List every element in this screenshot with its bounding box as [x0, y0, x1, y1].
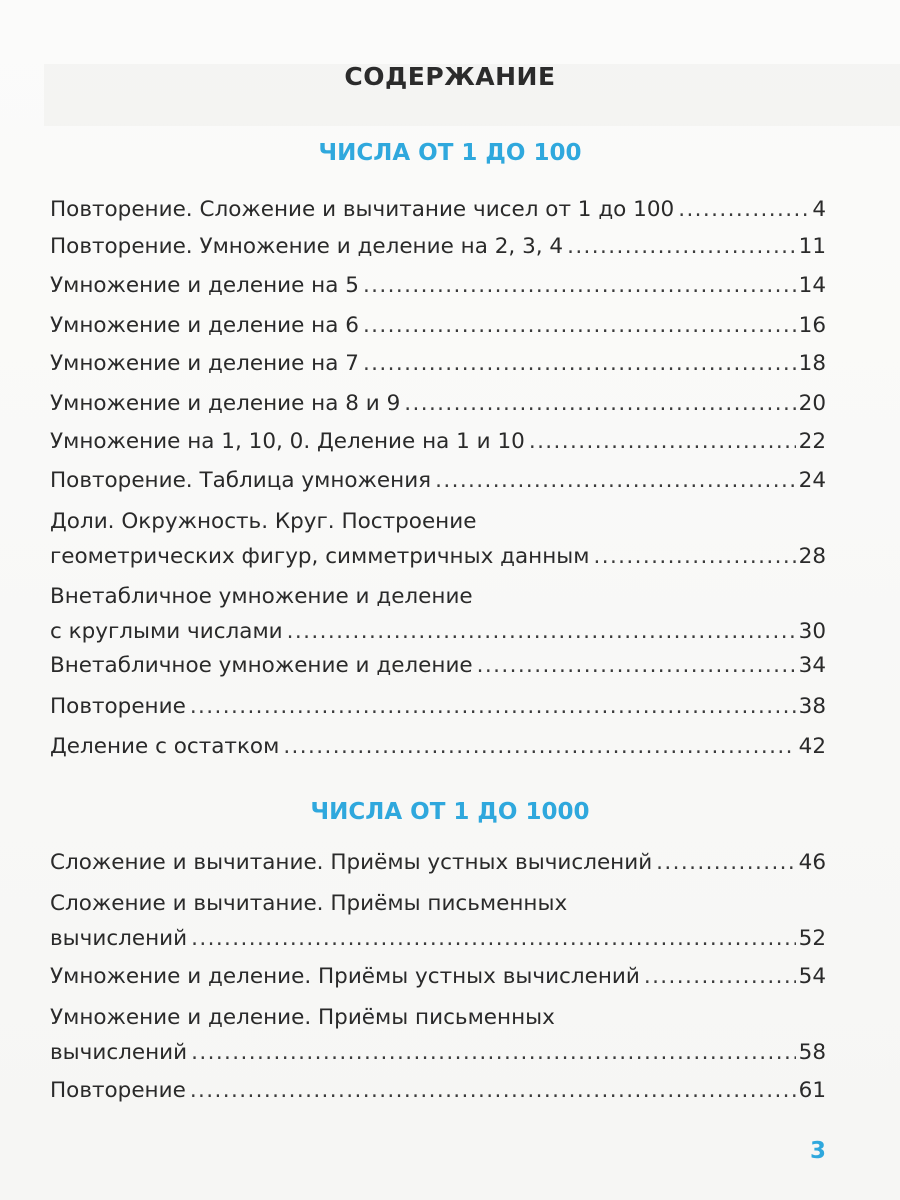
- toc-page-number: 18: [798, 351, 826, 376]
- toc-entry: [50, 350, 826, 378]
- toc-entry: [50, 467, 826, 495]
- dot-leader: [191, 925, 796, 953]
- toc-page-number: 58: [798, 1040, 826, 1065]
- page-title: СОДЕРЖАНИЕ: [344, 62, 556, 91]
- toc-entry-title: Внетабличное умножение и деление: [50, 653, 473, 678]
- toc-page-number: 54: [798, 964, 826, 989]
- dot-leader: [191, 1039, 796, 1067]
- toc-entry-title: Деление с остатком: [50, 734, 280, 759]
- toc-entry-title: Повторение: [50, 1078, 186, 1103]
- toc-page-number: 30: [798, 619, 826, 644]
- toc-page-number: 42: [798, 734, 826, 759]
- dot-leader: [435, 467, 796, 495]
- toc-page-number: 46: [798, 850, 826, 875]
- toc-line: [50, 543, 826, 571]
- toc-entry-title-continued: геометрических фигур, симметричных данным: [50, 544, 590, 569]
- toc-line: [50, 925, 826, 953]
- dot-leader: [678, 196, 809, 224]
- toc-line: [50, 618, 826, 646]
- toc-entry: [50, 312, 826, 340]
- toc-page-number: 22: [798, 429, 826, 454]
- toc-entry: [50, 1004, 826, 1067]
- toc-line: [50, 272, 826, 300]
- toc-line: [50, 350, 826, 378]
- toc-line: [50, 1077, 826, 1105]
- toc-line: [50, 849, 826, 877]
- page-number: 3: [810, 1138, 827, 1164]
- toc-line: [50, 467, 826, 495]
- toc-line: [50, 508, 826, 536]
- toc-entry-title: Повторение. Умножение и деление на 2, 3, 4: [50, 234, 564, 259]
- toc-entry: [50, 963, 826, 991]
- toc-entry-title-continued: вычислений: [50, 926, 188, 951]
- toc-line: [50, 233, 826, 261]
- toc-entry: [50, 890, 826, 953]
- dot-leader: [404, 390, 795, 418]
- dot-leader: [363, 272, 796, 300]
- toc-entry-title: Сложение и вычитание. Приёмы письменных: [50, 891, 568, 916]
- toc-page-number: 34: [798, 653, 826, 678]
- toc-entry: [50, 1077, 826, 1105]
- toc-line: [50, 583, 826, 611]
- toc-entry-title: Повторение: [50, 694, 186, 719]
- toc-entry: [50, 693, 826, 721]
- toc-entry: [50, 583, 826, 646]
- dot-leader: [283, 733, 795, 761]
- toc-page-number: 16: [798, 313, 826, 338]
- toc-entry-title: Доли. Окружность. Круг. Построение: [50, 509, 477, 534]
- toc-line: [50, 196, 826, 224]
- toc-line: [50, 693, 826, 721]
- toc-entry-title-continued: с круглыми числами: [50, 619, 283, 644]
- toc-line: [50, 1039, 826, 1067]
- dot-leader: [593, 543, 795, 571]
- toc-line: [50, 390, 826, 418]
- dot-leader: [363, 350, 796, 378]
- dot-leader: [190, 693, 796, 721]
- toc-page-number: 20: [798, 391, 826, 416]
- dot-leader: [477, 652, 796, 680]
- toc-entry: [50, 508, 826, 571]
- toc-entry-title: Умножение и деление на 8 и 9: [50, 391, 401, 416]
- toc-entry: [50, 733, 826, 761]
- toc-page-number: 4: [812, 197, 826, 222]
- toc-line: [50, 890, 826, 918]
- toc-page-number: 28: [798, 544, 826, 569]
- toc-entry: [50, 196, 826, 224]
- toc-line: [50, 652, 826, 680]
- toc-entry-title: Умножение и деление на 5: [50, 273, 359, 298]
- dot-leader: [529, 428, 796, 456]
- toc-line: [50, 963, 826, 991]
- toc-entry: [50, 849, 826, 877]
- toc-entry-title: Умножение на 1, 10, 0. Деление на 1 и 10: [50, 429, 525, 454]
- toc-page-number: 52: [798, 926, 826, 951]
- toc-entry-title: Умножение и деление на 7: [50, 351, 359, 376]
- toc-entry: [50, 428, 826, 456]
- dot-leader: [644, 963, 796, 991]
- toc-page-number: 14: [798, 273, 826, 298]
- toc-entry-title: Повторение. Таблица умножения: [50, 468, 432, 493]
- dot-leader: [287, 618, 796, 646]
- toc-entry: [50, 652, 826, 680]
- section-heading: ЧИСЛА ОТ 1 ДО 100: [318, 140, 582, 166]
- toc-entry-title: Умножение и деление. Приёмы письменных: [50, 1005, 555, 1030]
- toc-entry-title: Умножение и деление на 6: [50, 313, 359, 338]
- section-heading: ЧИСЛА ОТ 1 ДО 1000: [310, 799, 590, 825]
- dot-leader: [656, 849, 795, 877]
- toc-line: [50, 312, 826, 340]
- dot-leader: [363, 312, 796, 340]
- toc-entry: [50, 272, 826, 300]
- toc-page-number: 38: [798, 694, 826, 719]
- toc-entry-title: Умножение и деление. Приёмы устных вычислений: [50, 964, 640, 989]
- toc-page-number: 24: [798, 468, 826, 493]
- toc-entry-title: Сложение и вычитание. Приёмы устных вычислений: [50, 850, 653, 875]
- toc-entry-title-continued: вычислений: [50, 1040, 188, 1065]
- toc-line: [50, 733, 826, 761]
- dot-leader: [567, 233, 796, 261]
- toc-entry-title: Внетабличное умножение и деление: [50, 584, 473, 609]
- toc-page-number: 61: [798, 1078, 826, 1103]
- toc-entry: [50, 233, 826, 261]
- toc-page-number: 11: [798, 234, 826, 259]
- dot-leader: [190, 1077, 796, 1105]
- toc-line: [50, 1004, 826, 1032]
- toc-entry-title: Повторение. Сложение и вычитание чисел от 1 до 100: [50, 197, 675, 222]
- toc-line: [50, 428, 826, 456]
- toc-entry: [50, 390, 826, 418]
